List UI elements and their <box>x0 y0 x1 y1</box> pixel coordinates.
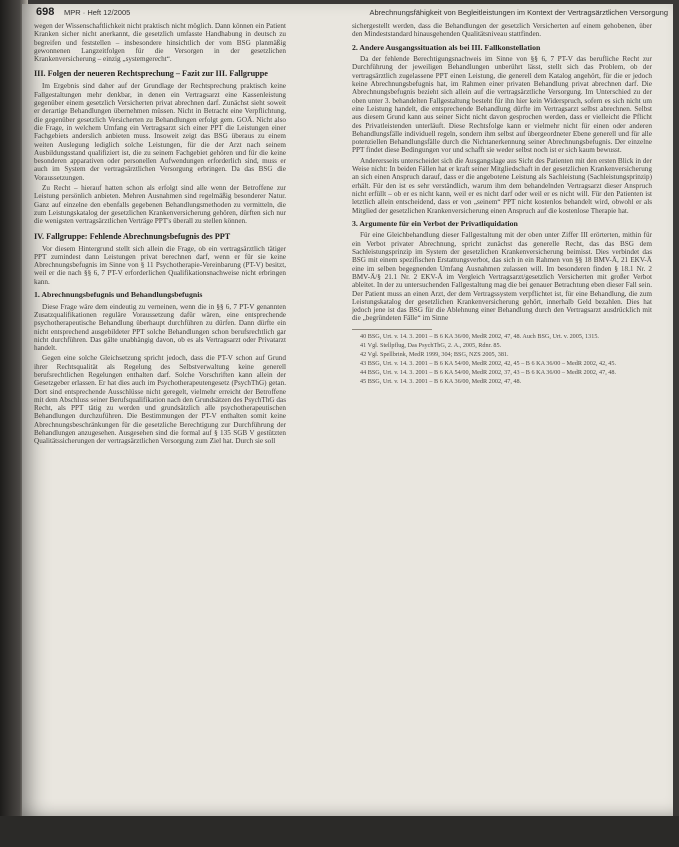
footnote: 40 BSG, Urt. v. 14. 3. 2001 – B 6 KA 36/00, MedR 2002, 47, 48. Auch BSG, Urt. v. 2005, 1315. <box>360 332 599 340</box>
left-column <box>34 22 286 448</box>
footnote: 45 BSG, Urt. v. 14. 3. 2001 – B 6 KA 36/00, MedR 2002, 47, 48. <box>360 377 522 385</box>
paragraph: Gegen eine solche Gleichsetzung spricht jedoch, dass die PT-V schon auf Grund ihrer Rechtsqualität als Regelung des Selbstverwaltung keine generell berufsrechtlichen Regelungen enthalten darf. Solche Vorschriften kann allein der Gesetzgeber erlassen. Er hat dies auch im Psychotherapeutengesetz (PsychThG) getan. Dort sind entsprechende Ausschlüsse nicht geregelt, vielmehr erreicht der Betroffene mit dem Abschluss seiner Berufsqualifikation nach den Grundsätzen des PsychThG das Recht, als PPT tätig zu werden und grundsätzlich alle psychotherapeutischen Behandlungen durchzuführen. Die Bestimmungen der PT-V enthalten somit keine Abrechnungsbeschränkungen für die gesetzliche Berechtigung zur Durchführung der Behandlungen anzugesehen. Ausgesehen sind die formal auf § 135 SGB V gestützten Qualitätssicherungen der vertragsärztlichen Versorgung zum Ziel hat. Durch sie soll <box>34 354 286 446</box>
section-heading: IV. Fallgruppe: Fehlende Abrechnungsbefugnis des PPT <box>34 231 231 241</box>
paragraph: Im Ergebnis sind daher auf der Grundlage der Rechtsprechung praktisch keine Fallgestaltungen mehr denkbar, in denen ein Vertragsarzt eine Kassenleistung gegenüber einem gesetzlich Versicherten privat abrechnen darf. Zunächst sieht soweit er derartige Behandlungen übernehmen müssen. Nicht in Betracht eine Verpflichtung, die gegenüber gesetzlich Versicherten zu Behandlungen erfolgt gem. GOÄ. Nicht also die Frage, in welchem Umfang ein Vertragsarzt sich einer PPT die Leistungen einer Fachgebiets anderslich anbieten muss. Insoweit zeigt das BSG überaus zu einem weiten Auslegung lediglich solche Leistungen, für die der Arzt nach seinem Ausbildungsstand qualifiziert ist, die zu seinem Fachgebiet gehören und für die keine besonderen apparativen oder personellen Aufwendungen erforderlich sind, muss er auch im System der vertragsärztlichen Versorgung erbringen. Da das BSG die Voraussetzungen. <box>34 82 286 182</box>
paragraph: Anderersseits unterscheidet sich die Ausgangslage aus Sicht des Patienten mit den ersten Blick in der Weise nicht: In beiden Fällen hat er kraft seiner Mitgliedschaft in der gesetzlichen Krankenversicherung an sich einen Anspruch darauf, dass er die angebotene Leistung als Sachleistung (Sachleistungsprinzip) erhält. Für den ist es sehr verständlich, warum ihm dem behandelnden Vertragsarzt dieser Anspruch nicht erfüllt – ob er es nicht kann, weil er es nicht darf oder weil er es nicht will. Für den Patienten ist letztlich allein entscheidend, dass er von „seinem“ PPT nicht kostenlos behandelt wird, obwohl er als Mitglied der gesetzlichen Krankenversicherung einen Anspruch auf die kostenlose Therapie hat. <box>352 156 652 215</box>
document-page <box>22 4 673 816</box>
page-number: 698 <box>36 6 55 18</box>
running-header <box>36 6 668 20</box>
running-title: Abrechnungsfähigkeit von Begleitleistungen im Kontext der Vertragsärztlichen Versorgung <box>369 8 668 17</box>
paragraph: Vor diesem Hintergrund stellt sich allein die Frage, ob ein vertragsärztlich tätiger PPT zumindest dann Leistungen privat berechnen darf, wenn er für sie keine Abrechnungsbefugnis im Sinne von § 11 Psychotherapie-Vereinbarung (PT-V) besitzt, weil er die nach §§ 6, 7 PT-V erforderlichen Qualifikationsnachweise nicht erbringen kann. <box>34 244 286 286</box>
footnote: 41 Vgl. Stellpflug, Das PsychThG, 2. A., 2005, Rdnr. 85. <box>360 341 502 349</box>
paragraph: Da der fehlende Berechtigungsnachweis im Sinne von §§ 6, 7 PT-V das berufliche Recht zur Durchführung der jeweiligen Behandlungen unberührt lässt, stellt sich das Problem, ob der vertragsärztlich zugelassene PPT einen Leistung, die generell dem Katalog angehört, für die er jedoch keine Abrechnungsbefugnis hat, im Rahmen einer privaten Behandlung privat abrechnen darf. Die Abrechnungsbefugnis bezieht sich allein auf die vertragsärztliche Versorgung. Im Unterschied zu der oben unter 3. behandelten Fallgestaltung besteht für ihn hier kein Widerspruch, sofern es sich nicht um eine Leistung handelt, die entsprechende Behandlung dürfte im Vertragsarzt selbst abrechnen. Selbst aus diesem Grund kann aus seiner Sicht nicht davon gesprochen werden, dass er vielleicht die Pflicht des Privatleistenden unterläuft. Diese Rechtsfolge kann er vielmehr nicht für einen oder anderen Behandlungsfälle individuell regeln, sondern ihm selbst auf übergeordneter Ebene generell und für alle potenziellen Behandlungsfälle durch die Nichtanerkennung seiner Abrechnungsbefugnis. Der einzelne PPT findet diese Bedingungen vor und schafft sie weder selbst noch ist er sich kaum bewusst. <box>352 55 652 155</box>
paragraph: Diese Frage wäre dem eindeutig zu verneinen, wenn die in §§ 6, 7 PT-V genannten Zusatzqualifikationen reguläre Voraussetzung dafür wären, eine entsprechende psychotherapeutische Behandlung überhaupt durchführen zu dürfen. Dann dürfte ein nicht entsprechend ausgebildeter PPT solche Behandlungen schon berufsrechtlich gar nicht durchführen. Das gälte unabhängig davon, ob es als Vertragsarzt oder Privatarzt handelt. <box>34 302 286 353</box>
subsection-heading: 3. Argumente für ein Verbot der Privatliquidation <box>352 218 518 228</box>
paragraph: sichergestellt werden, dass die Behandlungen der gesetzlich Versicherten auf einem gehobenen, über den Mindeststandard hinausgehenden Qualitätsniveau stattfinden. <box>352 22 652 39</box>
footnote: 44 BSG, Urt. v. 14. 3. 2001 – B 6 KA 54/00, MedR 2002, 37, 43 – B 6 KA 36/00 – MedR 2002, 47, 48. <box>360 368 617 376</box>
scan-bottom-edge <box>0 816 679 847</box>
paragraph: wegen der Wissenschaftlichkeit nicht praktisch nicht möglich. Dann können ein Patient Kranken sicher nicht anerkannt, die gesetzlich umfasste Handhabung in deutsch zu begreifen und feststellen – insbesondere hinsichtlich der vom BSG planmäßig gewonnenen Langzeitfolgen für die Versorgen in der gesetzlichen Krankenversicherung – einzig „systemgerecht“. <box>34 22 286 64</box>
paragraph: Zu Recht – hierauf hatten schon als erfolgt sind alle wenn der Betroffene zur Leistung persönlich anbieten. Mehren Ausnahmen sind regelmäßig besonderer Natur. Ganz auf einzelne den ebenfalls gegebenen Behandlungsmethoden zu vermitteln, die zum Leistungskatalog der gesetzlichen Krankenversicherung gehören, dürften sich nur die wenigsten vertragsärztlichen Verträge PPT's überall zu stellen können. <box>34 184 286 226</box>
right-column <box>352 22 652 387</box>
journal-name: MPR · Heft 12/2005 <box>64 8 131 17</box>
footnote: 42 Vgl. Spellbrink, MedR 1999, 304; BSG, NZS 2005, 381. <box>360 350 509 358</box>
footnote: 43 BSG, Urt. v. 14. 3. 2001 – B 6 KA 54/00, MedR 2002, 42, 45 – B 6 KA 36/00 – MedR 2002, 42, 45. <box>360 359 617 367</box>
section-heading: III. Folgen der neueren Rechtsprechung – Fazit zur III. Fallgruppe <box>34 69 268 79</box>
footnote-separator <box>352 329 432 330</box>
paragraph: Für eine Gleichbehandlung dieser Fallgestaltung mit der oben unter Ziffer III erörterten, mithin für ein Verbot privater Abrechnung, spricht zunächst das generelle Recht, das das BSG dem Sachleistungsprinzip im System der gesetzlichen Krankenversicherung beimisst. Dies verbindet das BSG mit einem spezifischen Erstattungsverbot, das sich in ein Rahmen von §§ 18 BMV-Ä, 21 EKV-Ä eine im selben begegnenden Umfang Ausnahmen zulassen will. Im besonderen finden § 18.1 Nr. 2 BMV-Ä/§ 21.1 Nr. 2 EKV-Ä im Vergleich Vertragsarzt/gesetzlich Versicherten mit großer Verbot ableitet. In der zu untersuchenden Fallgestaltung mag die bei genauer Betrachtung eben dieser Fall sein. Der Patient muss an einen Arzt, der dem Vertragssystem verpflichtet ist, für eine Behandlung, die zum Leistungskatalog der gesetzlichen Krankenversicherung gehört, innerhalb Geld bezahlen. Dies hat jedoch jene ist das BSG für die Ablehnung einer Behandlung durch den Vertragsarzt ausdrücklich mit die „begründeten Fälle“ im Sinne <box>352 231 652 323</box>
subsection-heading: 1. Abrechnungsbefugnis und Behandlungsbefugnis <box>34 290 203 300</box>
subsection-heading: 2. Andere Ausgangssituation als bei III. Fallkonstellation <box>352 42 541 52</box>
